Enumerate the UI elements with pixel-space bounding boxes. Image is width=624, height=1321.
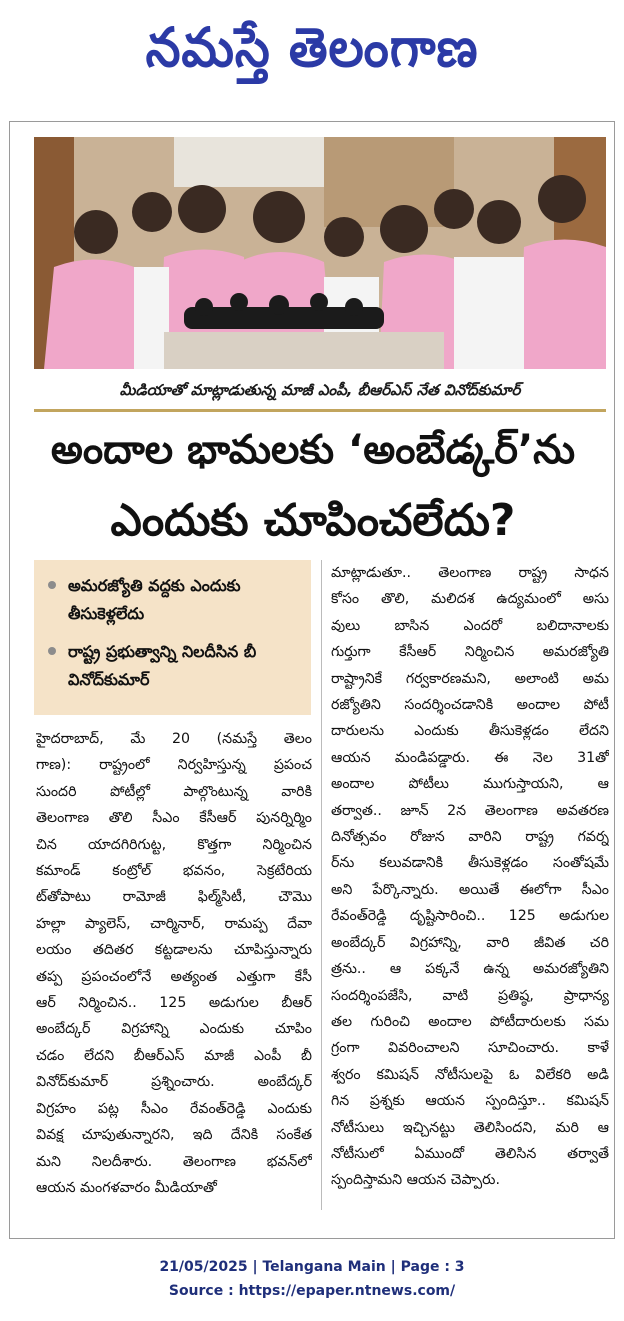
article-line: ఆయన మండిపడ్డారు. ఈ నెల 31తో (331, 749, 609, 766)
article-line: దారులను ఎందుకు తీసుకెళ్లడం లేదని (331, 723, 609, 740)
article-line: దినోత్సవం రోజున వారిని రాష్ట్ర గవర్న (331, 829, 609, 846)
article-line: వినోద్‌కుమార్ ప్రశ్నించారు. అంబేద్కర్ (36, 1074, 312, 1091)
article-column-left (36, 726, 312, 1201)
news-clipping (9, 121, 615, 1239)
article-line: ఆయన మంగళవారం మీడియాతో (36, 1179, 217, 1196)
article-line: రాష్ట్రానికే గర్వకారణమని, అలాంటి అమ (331, 670, 609, 687)
article-line: సందర్శింపజేసి, వాటి ప్రతిష్ఠ, ప్రాధాన్య (331, 987, 609, 1004)
newspaper-title: నమస్తే తెలంగాణ (145, 16, 479, 79)
headline-line-1: అందాల భామలకు ‘అంబేడ్కర్’ను (50, 427, 576, 473)
photo-illustration (34, 137, 606, 369)
article-line: కోసం తొలి, మలిదశ ఉద్యమంలో అసు (331, 591, 609, 608)
article-line: తప్ప ప్రపంచంలోనే అత్యంత ఎత్తుగా కేసీ (36, 968, 312, 985)
article-line: ట్‌తోపాటు రామోజీ ఫిల్మ్‌సిటీ, చౌమొ (36, 889, 312, 906)
article-line: మాట్లాడుతూ.. తెలంగాణ రాష్ట్ర సాధన (331, 565, 609, 581)
article-line: వివక్ష చూపుతున్నారని, ఇది దేనికి సంకేత (36, 1127, 312, 1144)
article-line: గ్రంగా వివరించాలని సూచించారు. కాళే (331, 1040, 609, 1057)
press-conference-photo (34, 137, 606, 369)
article-line: విగ్రహం పట్ల సీఎం రేవంత్‌రెడ్డి ఎందుకు (36, 1100, 312, 1117)
article-line: చడం లేదని బీఆర్ఎస్ మాజీ ఎంపీ బీ (36, 1047, 312, 1064)
article-line: అంబేద్కర్ విగ్రహాన్ని, వారి జీవిత చరి (331, 934, 609, 951)
highlight-text: రాష్ట్ర ప్రభుత్వాన్ని నిలదీసిన బీ వినోద్‌కుమార్ (68, 642, 257, 689)
highlight-item (46, 572, 303, 628)
article-line: గాణ): రాష్ట్రంలో నిర్వహిస్తున్న ప్రపంచ (36, 757, 312, 774)
article-line: త్రను.. ఆ పక్కనే ఉన్న అమరజ్యోతిని (331, 961, 609, 978)
bullet-icon (48, 647, 56, 655)
article-line: ఆర్ నిర్మించిన.. 125 అడుగుల బీఆర్ (36, 995, 312, 1012)
article-line: గుర్తుగా కేసీఆర్ నిర్మించిన అమరజ్యోతి (331, 644, 609, 661)
article-line: నోటీసులు ఇచ్చినట్టు తెలిసిందని, మరి ఆ (331, 1119, 609, 1136)
footer-source: Source : https://epaper.ntnews.com/ (168, 1283, 456, 1299)
highlights-box (34, 560, 311, 715)
article-line: తెలంగాణ తొలి సీఎం కేసీఆర్ పునర్నిర్మిం (36, 810, 312, 827)
article-line: అందాల పోటీలు ముగుస్తాయని, ఆ (331, 776, 609, 793)
article-line: ర్‌ను కలువడానికి తీసుకెళ్లడం సంతోషమే (331, 855, 609, 872)
article-line: అని పేర్కొన్నారు. అయితే ఈలోగా సీఎం (331, 881, 609, 898)
article-line: కమాండ్ కంట్రోల్ భవనం, సెక్రటేరియ (36, 863, 312, 880)
article-line: తర్వాత.. జూన్ 2న తెలంగాణ అవతరణ (331, 802, 609, 819)
headline-line-2: ఎందుకు చూపించలేదు? (110, 495, 516, 546)
article-line: అంబేద్కర్ విగ్రహాన్ని ఎందుకు చూపిం (36, 1021, 312, 1038)
masthead (0, 0, 624, 110)
article-line: స్పందిస్తామని ఆయన చెప్పారు. (331, 1172, 500, 1189)
bullet-icon (48, 581, 56, 589)
article-line: సుందరి పోటీల్లో పాల్గొంటున్న వారికి (36, 783, 312, 800)
article-line: రజ్యోతిని సందర్శించడానికి అందాల పోటీ (331, 697, 609, 714)
article-line: చిన యాదగిరిగుట్ట, కొత్తగా నిర్మించిన (36, 836, 312, 853)
article-line: నోటీసులో ఏముందో తెలిసిన తర్వాతే (331, 1145, 609, 1162)
article-line: గిన ప్రశ్నకు ఆయన స్పందిస్తూ.. కమిషన్ (331, 1093, 609, 1110)
article-line: వులు బాసిన ఎందరో బలిదానాలకు (331, 617, 609, 634)
article-line: శ్వరం కమిషన్ నోటీసులపై ఓ విలేకరి అడి (331, 1066, 609, 1083)
article-column-right (331, 560, 609, 1194)
footer-edition-info: 21/05/2025 | Telangana Main | Page : 3 (159, 1259, 465, 1275)
column-divider (321, 560, 322, 1210)
article-line: హైదరాబాద్, మే 20 (నమస్తే తెలం (36, 731, 312, 747)
article-line: తల గురించి అందాల పోటీదారులకు సమ (331, 1013, 609, 1030)
photo-caption: మీడియాతో మాట్లాడుతున్న మాజీ ఎంపీ, బీఆర్ఎస్ నేత వినోద్‌కుమార్ (34, 373, 606, 412)
highlight-text: అమరజ్యోతి వద్దకు ఎందుకు తీసుకెళ్లలేదు (68, 576, 241, 623)
highlight-item (46, 638, 303, 694)
article-line: లయం తదితర కట్టడాలను చూపిస్తున్నారు (36, 942, 312, 959)
article-line: రేవంత్‌రెడ్డి దృష్టిసారించి.. 125 అడుగుల (331, 908, 609, 925)
article-line: హల్లా ప్యాలెస్, చార్మినార్, రామప్ప దేవా (36, 915, 312, 932)
article-line: మని నిలదీశారు. తెలంగాణ భవన్‌లో (36, 1153, 312, 1170)
